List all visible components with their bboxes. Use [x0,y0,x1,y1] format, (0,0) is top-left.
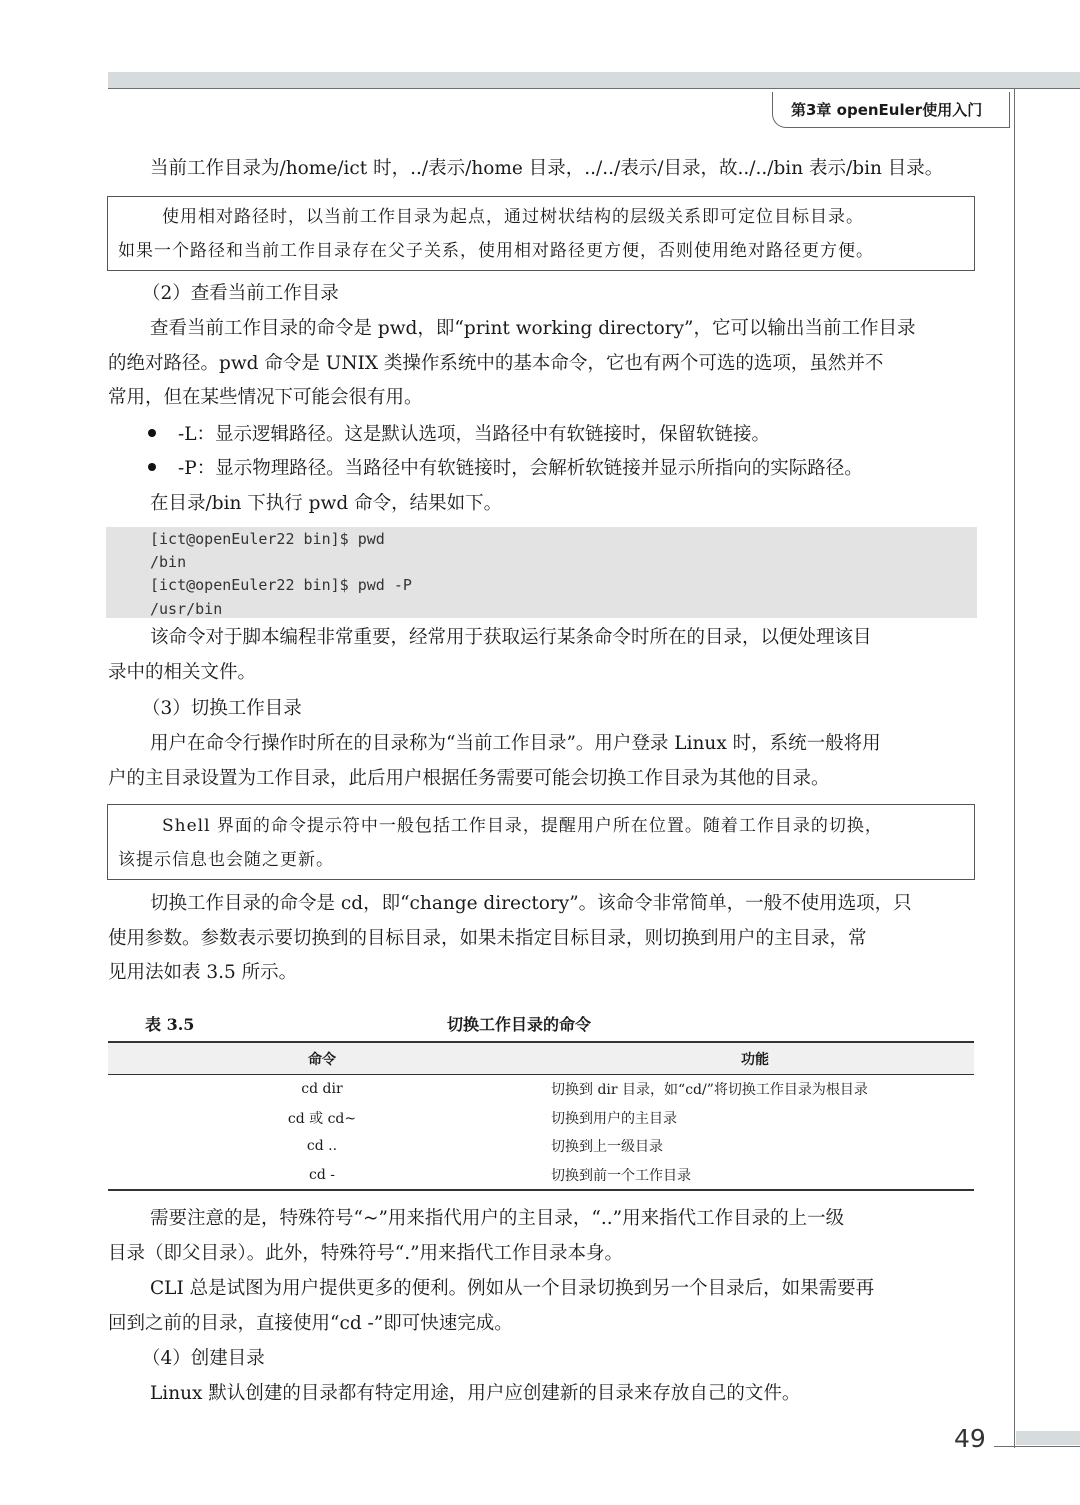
exec-line: 在目录/bin 下执行 pwd 命令，结果如下。 [150,493,503,514]
table-row [108,1132,974,1161]
table-cell-command: cd 或 cd~ [287,1110,357,1127]
table-cell-function: 切换到上一级目录 [551,1139,663,1156]
section-heading-cd: （3）切换工作目录 [142,698,302,719]
chapter-tab [772,92,1010,128]
table-header-row [108,1042,974,1075]
table-cell-function: 切换到用户的主目录 [551,1110,677,1127]
code-line: /bin [150,553,187,572]
intro-paragraph: 当前工作目录为/home/ict 时，../表示/home 目录，../../表示/目录，故../../bin 表示/bin 目录。 [150,158,944,179]
pwd-paragraph: 查看当前工作目录的命令是 pwd，即“print working directory”，它可以输出当前工作目录 的绝对路径。pwd 命令是 UNIX 类操作系统中的基本命令，它也有两个可选的选项，虽然并不 常用，但在某些情况下可能会很有用。 [108,318,916,409]
bullet-icon [148,463,156,471]
footer-bar [1016,1431,1080,1445]
header-bar [108,72,1080,88]
code-line: [ict@openEuler22 bin]$ pwd -P [150,576,412,595]
table-header-function: 功能 [536,1042,974,1075]
note-line: 如果一个路径和当前工作目录存在父子关系，使用相对路径更方便，否则使用绝对路径更方便。 [118,241,874,261]
page-edge-rule [1014,88,1015,1448]
code-line: /usr/bin [150,599,223,618]
note-line: Shell 界面的命令提示符中一般包括工作目录，提醒用户所在位置。随着工作目录的切换， [162,816,883,836]
cli-paragraph: CLI 总是试图为用户提供更多的便利。例如从一个目录切换到另一个目录后，如果需要再 回到之前的目录，直接使用“cd -”即可快速完成。 [108,1278,875,1334]
bullet-item-L: -L：显示逻辑路径。这是默认选项，当路径中有软链接时，保留软链接。 [148,418,770,452]
table-row [108,1075,974,1104]
page-number: 49 [954,1424,986,1453]
note-box-shell-prompt [107,804,975,880]
table-header-command: 命令 [108,1042,536,1075]
script-paragraph: 该命令对于脚本编程非常重要，经常用于获取运行某条命令时所在的目录，以便处理该目 录中的相关文件。 [108,627,872,683]
section-heading-mkdir: （4）创建目录 [142,1348,265,1369]
bullet-icon [148,429,156,437]
table-cell-command: cd dir [301,1081,343,1098]
symbol-paragraph: 需要注意的是，特殊符号“~”用来指代用户的主目录，“..”用来指代工作目录的上一级 目录（即父目录）。此外，特殊符号“.”用来指代工作目录本身。 [108,1208,845,1264]
section-heading-pwd: （2）查看当前工作目录 [142,283,339,304]
note-line: 使用相对路径时，以当前工作目录为起点，通过树状结构的层级关系即可定位目标目录。 [162,207,864,227]
table-row [108,1161,974,1191]
home-paragraph: 用户在命令行操作时所在的目录称为“当前工作目录”。用户登录 Linux 时，系统一般将用 户的主目录设置为工作目录，此后用户根据任务需要可能会切换工作目录为其他的目录。 [108,733,881,789]
cd-commands-table [108,1041,974,1191]
table-number: 表 3.5 [145,1015,195,1034]
table-cell-command: cd .. [306,1138,338,1155]
table-title: 切换工作目录的命令 [447,1015,592,1034]
header-rule [108,88,1080,89]
chapter-title: 第3章 openEuler使用入门 [791,101,983,119]
table-cell-function: 切换到前一个工作目录 [536,1161,974,1191]
table-row [108,1104,974,1133]
mkdir-paragraph: Linux 默认创建的目录都有特定用途，用户应创建新的目录来存放自己的文件。 [150,1383,801,1404]
table-cell-command: cd - [108,1161,536,1191]
cd-paragraph: 切换工作目录的命令是 cd，即“change directory”。该命令非常简单，一般不使用选项，只 使用参数。参数表示要切换到的目标目录，如果未指定目标目录，则切换到用户的主目录，常 见用法如表 3.5 所示。 [108,893,912,984]
code-line: [ict@openEuler22 bin]$ pwd [150,530,385,548]
bullet-item-P: -P：显示物理路径。当路径中有软链接时，会解析软链接并显示所指向的实际路径。 [148,452,863,486]
note-box-relative-path [107,196,975,271]
code-block [106,527,977,618]
table-cell-function: 切换到 dir 目录，如“cd/”将切换工作目录为根目录 [551,1082,868,1099]
footer-rule [994,1446,1080,1447]
note-line: 该提示信息也会随之更新。 [118,850,334,870]
